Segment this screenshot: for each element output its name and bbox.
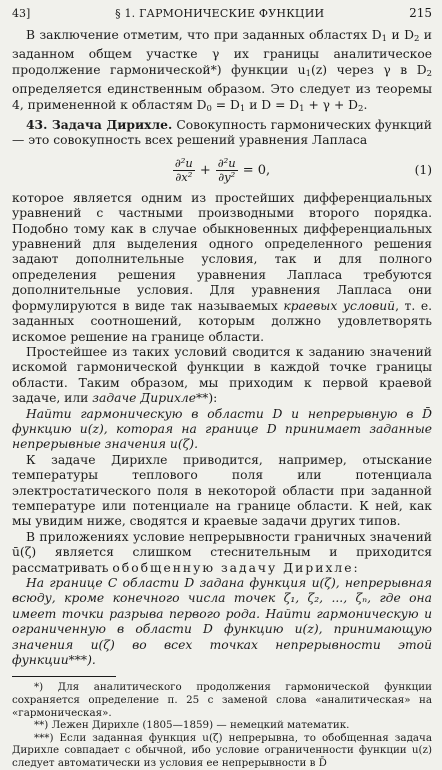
- page-number: 215: [409, 6, 432, 20]
- footnote-1: *) Для аналитического продолжения гармонической функции сохраняется определение п. 25 с заменой слова «аналитическая» на «гармоническая».: [12, 681, 432, 719]
- laplace-equation: $\frac{\text{∂²u}}{\text{∂x²}}$ + $\frac{\text{∂²u}}{\text{∂y²}}$ = 0, (1): [174, 156, 432, 185]
- generalized-statement: На границе C области D задана функция u(ζ), непрерывная всюду, кроме конечного числа точек ζ₁, ζ₂, ..., ζₙ, где она имеет точки разрыва первого рода. Найти гармоническую и ограниченную в области D функцию u(z), принимающую значения u(ζ) во всех точках непрерывности этой функции***).: [12, 576, 432, 668]
- paragraph-uniqueness: В заключение отметим, что при заданных областях $D_1$ и $D_2$ и заданном общем участке γ их границы аналитическое продолжение гармонической*) функции $u_1(z)$ через γ в $D_2$ определяется единственным образом. Это следует из теоремы 4, примененной к областям $D_0 = D_1$ и $D = D_1 + \gamma + D_2$.: [12, 28, 433, 114]
- body-text: [12, 28, 432, 668]
- dirichlet-statement: Найти гармоническую в области D и непрерывную в D̄ функцию u(z), которая на границе D принимает заданные непрерывные значения u(ζ).: [12, 406, 432, 452]
- section-ref: 43]: [12, 7, 31, 20]
- fraction-y: $\frac{\text{∂²u}}{\text{∂y²}}$: [217, 156, 236, 185]
- equation-number: (1): [414, 163, 432, 178]
- paragraph-first-problem: Простейшее из таких условий сводится к заданию значений искомой гармонической функции в каждой точке границы области. Таким образом, мы приходим к первой краевой задаче, или задаче Дирихле**):: [12, 344, 432, 406]
- section-heading: 43. Задача Дирихле.: [26, 117, 173, 133]
- footnotes: [12, 681, 432, 769]
- paragraph-boundary-conditions: которое является одним из простейших дифференциальных уравнений с частными производными второго порядка. Подобно тому как в случае обыкновенных дифференциальных уравнений для выделения одного определенного решения задают дополнительные условия, так и для полного определения решения уравнения Лапласа требуются дополнительные условия. Для уравнения Лапласа они формулируются в виде так называемых краевых условий, т. е. заданных соотношений, которым должно удовлетворять искомое решение на границе области.: [12, 190, 433, 344]
- running-title: § 1. ГАРМОНИЧЕСКИЕ ФУНКЦИИ: [115, 7, 325, 20]
- section-intro: 43. Задача Дирихле. Совокупность гармонических функций — это совокупность всех решений уравнения Лапласа: [12, 117, 432, 148]
- footnote-2: **) Лежен Дирихле (1805—1859) — немецкий математик.: [34, 719, 350, 732]
- footnote-rule: [12, 676, 116, 677]
- running-header: [12, 6, 432, 22]
- paragraph-generalized: В приложениях условие непрерывности граничных значений ū(ζ) является слишком стеснительным и приходится рассматривать обобщенную задачу Дирихле:: [12, 529, 432, 575]
- footnote-3: ***) Если заданная функция u(ζ) непрерывна, то обобщенная задача Дирихле совпадает с обычной, ибо условие ограниченности функции u(z) следует автоматически из условия ее непрерывности в D̄: [12, 731, 432, 769]
- paragraph-applications: К задаче Дирихле приводится, например, отыскание температуры теплового поля или потенциала электростатического поля в некоторой области при заданной температуре или потенциале на границе области. К ней, как мы увидим ниже, сводятся и краевые задачи других типов.: [12, 452, 432, 529]
- fraction-x: $\frac{\text{∂²u}}{\text{∂x²}}$: [174, 156, 193, 185]
